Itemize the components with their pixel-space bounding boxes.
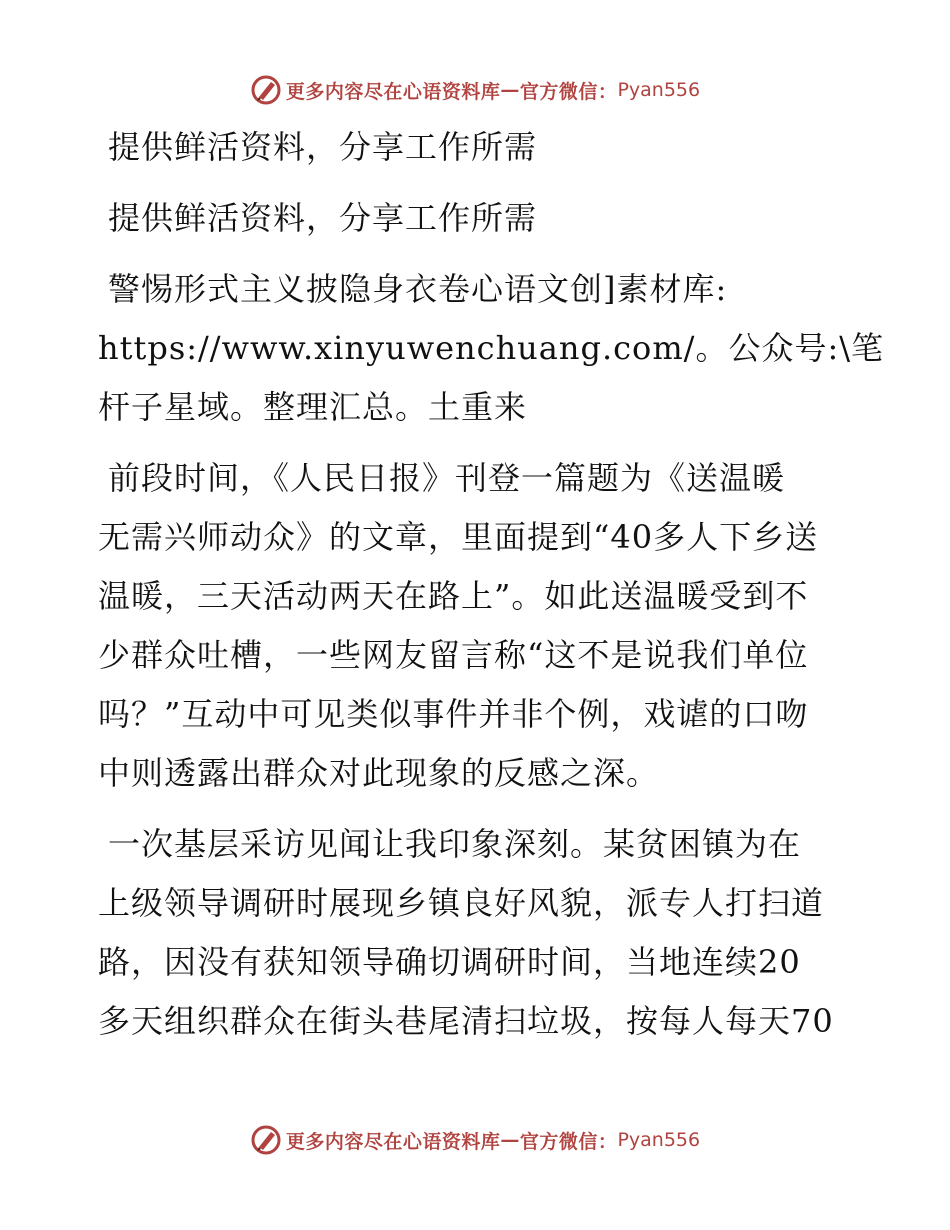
text-line: 提供鲜活资料，分享工作所需: [108, 199, 538, 237]
document-body: [98, 118, 885, 1063]
footer-banner: [0, 1120, 950, 1160]
text-line: 上级领导调研时展现乡镇良好风貌，派专人打扫道: [98, 884, 825, 922]
text-line: 警惕形式主义披隐身衣卷心语文创]素材库:: [108, 270, 728, 308]
text-line: 温暖，三天活动两天在路上”。如此送温暖受到不: [98, 577, 809, 615]
text-line: 路，因没有获知领导确切调研时间，当地连续20: [98, 943, 801, 981]
text-line: 中则透露出群众对此现象的反感之深。: [98, 754, 660, 792]
paragraph-3: [98, 260, 885, 437]
text-line: 无需兴师动众》的文章，里面提到“40多人下乡送: [98, 518, 819, 556]
banner-brand-text: 更多内容尽在心语资料库: [285, 1130, 501, 1153]
banner-wechat-label: 官方微信：: [519, 1130, 618, 1153]
banner-wechat-id: Pyan556: [617, 79, 701, 101]
banner-dash: —: [500, 1129, 520, 1151]
text-line: 提供鲜活资料，分享工作所需: [108, 128, 538, 166]
paragraph-5: [98, 815, 878, 1051]
banner-wechat-id: Pyan556: [617, 1129, 701, 1151]
pen-logo-icon: [250, 1124, 282, 1156]
banner-brand-text: 更多内容尽在心语资料库: [285, 80, 501, 103]
paragraph-1: [98, 118, 878, 177]
header-banner: [0, 70, 950, 110]
text-line: 少群众吐槽，一些网友留言称“这不是说我们单位: [98, 636, 809, 674]
text-line: 前段时间，《人民日报》刊登一篇题为《送温暖: [108, 459, 786, 497]
paragraph-4: [98, 449, 878, 803]
banner-wechat-label: 官方微信：: [519, 80, 618, 103]
text-line-url: https://www.xinyuwenchuang.com/。公众号:\笔: [98, 329, 885, 367]
text-line: 吗？”互动中可见类似事件并非个例，戏谑的口吻: [98, 695, 809, 733]
pen-logo-icon: [250, 74, 282, 106]
paragraph-2: [98, 189, 878, 248]
text-line: 杆子星域。整理汇总。土重来: [98, 388, 528, 426]
text-line: 多天组织群众在街头巷尾清扫垃圾，按每人每天70: [98, 1002, 834, 1040]
banner-dash: —: [500, 79, 520, 101]
text-line: 一次基层采访见闻让我印象深刻。某贫困镇为在: [108, 825, 802, 863]
